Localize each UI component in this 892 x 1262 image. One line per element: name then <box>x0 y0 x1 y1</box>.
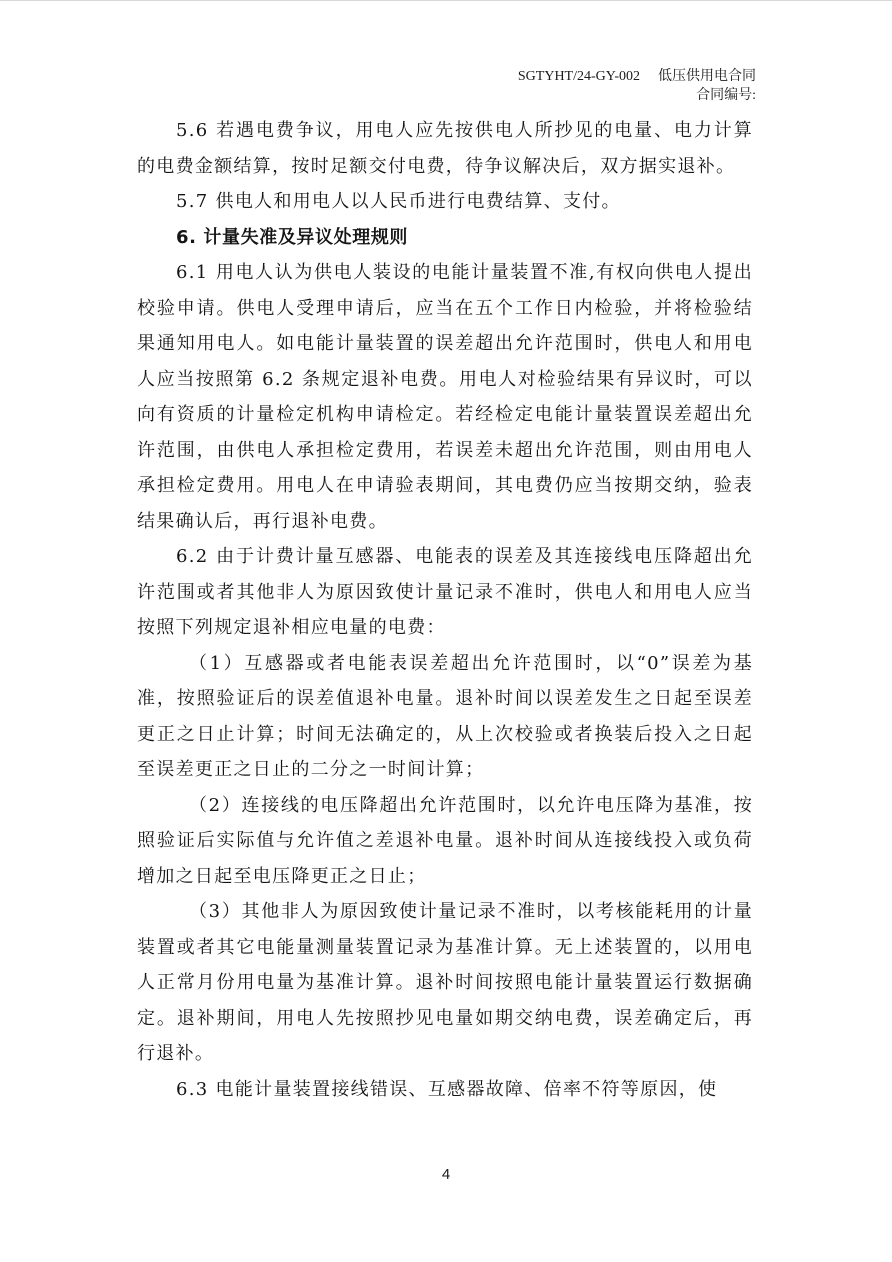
clause-6-2-item-2: （2）连接线的电压降超出允许范围时，以允许电压降为基准，按照验证后实际值与允许值之差退补电量。退补时间从连接线投入或负荷增加之日起至电压降更正之日止； <box>137 794 753 887</box>
clause-6-3: 6.3 电能计量装置接线错误、互感器故障、倍率不符等原因，使 <box>176 1078 718 1100</box>
clause-6-2-item-3: （3）其他非人为原因致使计量记录不准时，以考核能耗用的计量装置或者其它电能量测量装置记录为基准计算。无上述装置的，以用电人正常月份用电量为基准计算。退补时间按照电能计量装置运行数据确定。退补期间，用电人先按照抄见电量如期交纳电费，误差确定后，再行退补。 <box>137 901 753 1064</box>
document-title: 低压供用电合同 <box>658 69 756 84</box>
section-6-heading: 6. 计量失准及异议处理规则 <box>176 226 409 248</box>
contract-number-label: 合同编号: <box>696 88 756 103</box>
document-body <box>137 113 753 1107</box>
header-line-1 <box>518 67 756 86</box>
page-number: 4 <box>441 1166 451 1183</box>
page-top-border <box>0 0 892 1</box>
clause-6-2: 6.2 由于计费计量互感器、电能表的误差及其连接线电压降超出允许范围或者其他非人为原因致使计量记录不准时，供电人和用电人应当按照下列规定退补相应电量的电费： <box>137 546 753 638</box>
document-code: SGTYHT/24-GY-002 <box>517 69 640 84</box>
clause-5-7: 5.7 供电人和用电人以人民币进行电费结算、支付。 <box>176 191 621 212</box>
clause-6-2-item-1: （1）互感器或者电能表误差超出允许范围时，以“0”误差为基准，按照验证后的误差值退补电量。退补时间以误差发生之日起至误差更正之日止计算；时间无法确定的，从上次校验或者换装后投入之日起至误差更正之日止的二分之一时间计算； <box>137 652 753 780</box>
clause-5-6: 5.6 若遇电费争议，用电人应先按供电人所抄见的电量、电力计算的电费金额结算，按时足额交付电费，待争议解决后，双方据实退补。 <box>137 120 753 177</box>
page-header <box>518 67 756 105</box>
clause-6-1: 6.1 用电人认为供电人装设的电能计量装置不准,有权向供电人提出校验申请。供电人受理申请后，应当在五个工作日内检验，并将检验结果通知用电人。如电能计量装置的误差超出允许范围时，供电人和用电人应当按照第 6.2 条规定退补电费。用电人对检验结果有异议时，可以向有资质的计量检定机构申请检定。若经检定电能计量装置误差超出允许范围，由供电人承担检定费用，若误差未超出允许范围，则由用电人承担检定费用。用电人在申请验表期间，其电费仍应当按期交纳，验表结果确认后，再行退补电费。 <box>137 262 753 532</box>
